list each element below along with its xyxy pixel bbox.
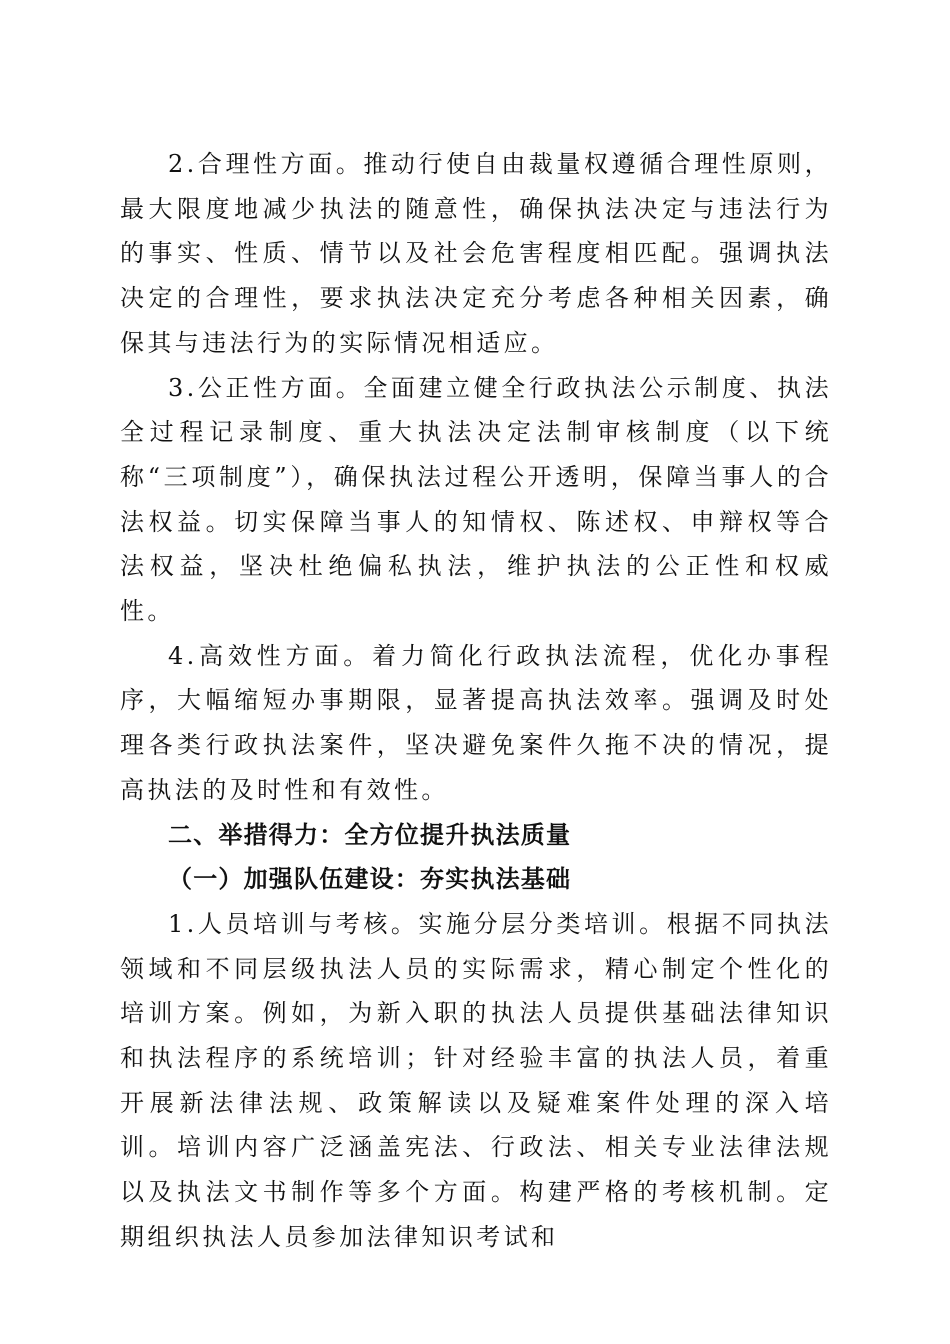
section-heading-measures: 二、举措得力：全方位提升执法质量: [168, 820, 572, 849]
document-body: [120, 142, 832, 1260]
paragraph-fairness: 3.公正性方面。全面建立健全行政执法公示制度、执法全过程记录制度、重大执法决定法制审核制度（以下统称“三项制度”），确保执法过程公开透明，保障当事人的合法权益。切实保障当事人的知情权、陈述权、申辩权等合法权益，坚决杜绝偏私执法，维护执法的公正性和权威性。: [120, 373, 832, 626]
paragraph-efficiency: 4.高效性方面。着力简化行政执法流程，优化办事程序，大幅缩短办事期限，显著提高执法效率。强调及时处理各类行政执法案件，坚决避免案件久拖不决的情况，提高执法的及时性和有效性。: [120, 641, 832, 804]
paragraph-rationality: 2.合理性方面。推动行使自由裁量权遵循合理性原则，最大限度地减少执法的随意性，确保执法决定与违法行为的事实、性质、情节以及社会危害程度相匹配。强调执法决定的合理性，要求执法决定充分考虑各种相关因素，确保其与违法行为的实际情况相适应。: [120, 150, 832, 357]
paragraph-training-assessment: 1.人员培训与考核。实施分层分类培训。根据不同执法领域和不同层级执法人员的实际需求，精心制定个性化的培训方案。例如，为新入职的执法人员提供基础法律知识和执法程序的系统培训；针对经验丰富的执法人员，着重开展新法律法规、政策解读以及疑难案件处理的深入培训。培训内容广泛涵盖宪法、行政法、相关专业法律法规以及执法文书制作等多个方面。构建严格的考核机制。定期组织执法人员参加法律知识考试和: [120, 909, 832, 1251]
subsection-heading-team-building: （一）加强队伍建设：夯实执法基础: [168, 864, 572, 894]
